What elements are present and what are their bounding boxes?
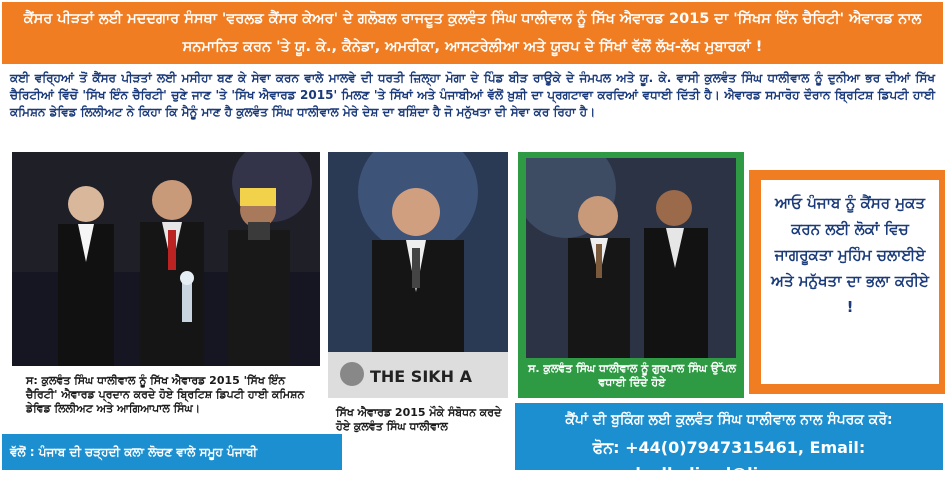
article-body: ਕਈ ਵਰ੍ਹਿਆਂ ਤੋਂ ਕੈਂਸਰ ਪੀੜਤਾਂ ਲਈ ਮਸੀਹਾ ਬਣ ਕੇ ਸੇਵਾ ਕਰਨ ਵਾਲੇ ਮਾਲਵੇ ਦੀ ਧਰਤੀ ਜ਼ਿਲ੍ਹਾ ਮੋਗਾ ਦੇ ਪਿੰਡ ਬੀੜ ਰਾਊਕੇ ਦੇ ਜੰਮਪਲ ਅਤੇ ਯੂ. ਕੇ. ਵਾਸੀ ਕੁਲਵੰਤ ਸਿੰਘ ਧਾਲੀਵਾਲ ਨੂੰ ਦੁਨੀਆ ਭਰ ਦੀਆਂ ਸਿੱਖ ਚੈਰਿਟੀਆਂ ਵਿੱਚੋਂ 'ਸਿੱਖ ਇੰਨ ਚੈਰਿਟੀ' ਚੁਣੇ ਜਾਣ 'ਤੇ 'ਸਿੱਖ ਐਵਾਰਡ 2015' ਮਿਲਣ 'ਤੇ ਸਿੱਖਾਂ ਅਤੇ ਪੰਜਾਬੀਆਂ ਵੱਲੋਂ ਖ਼ੁਸ਼ੀ ਦਾ ਪ੍ਰਗਟਾਵਾ ਕਰਦਿਆਂ ਵਧਾਈ ਦਿੱਤੀ ਹੈ। ਐਵਾਰਡ ਸਮਾਰੋਹ ਦੌਰਾਨ ਬ੍ਰਿਟਿਸ਼ ਡਿਪਟੀ ਹਾਈ ਕਮਿਸ਼ਨ ਡੇਵਿਡ ਲਿਲੀਅਟ ਨੇ ਕਿਹਾ ਕਿ ਮੈਨੂੰ ਮਾਣ ਹੈ ਕੁਲਵੰਤ ਸਿੰਘ ਧਾਲੀਵਾਲ ਮੇਰੇ ਦੇਸ਼ ਦਾ ਬਸ਼ਿੰਦਾ ਹੈ ਜੋ ਮਨੁੱਖਤਾ ਦੀ ਸੇਵਾ ਕਰ ਰਿਹਾ ਹੈ। (10, 71, 935, 119)
headline-banner (2, 2, 943, 64)
speech-caption: ਸਿੱਖ ਐਵਾਰਡ 2015 ਮੌਕੇ ਸੰਬੋਧਨ ਕਰਦੇ ਹੋਏ ਕੁਲਵੰਤ ਸਿੰਘ ਧਾਲੀਵਾਲ (336, 406, 502, 433)
award-presentation-image (12, 152, 320, 366)
contact-booking-line: ਕੈਂਪਾਂ ਦੀ ਬੁਕਿੰਗ ਲਈ ਕੁਲਵੰਤ ਸਿੰਘ ਧਾਲੀਵਾਲ ਨਾਲ ਸੰਪਰਕ ਕਰੋ: (565, 412, 893, 428)
speech-image (328, 152, 508, 398)
headline-text: ਕੈਂਸਰ ਪੀੜਤਾਂ ਲਈ ਮਦਦਗਾਰ ਸੰਸਥਾ 'ਵਰਲਡ ਕੈਂਸਰ ਕੇਅਰ' ਦੇ ਗਲੋਬਲ ਰਾਜਦੂਤ ਕੁਲਵੰਤ ਸਿੰਘ ਧਾਲੀਵਾਲ ਨੂੰ ਸਿੱਖ ਐਵਾਰਡ 2015 ਦਾ 'ਸਿੱਖਸ ਇੰਨ ਚੈਰਿਟੀ' ਐਵਾਰਡ ਨਾਲ ਸਨਮਾਨਿਤ ਕਰਨ 'ਤੇ ਯੂ. ਕੇ., ਕੈਨੇਡਾ, ਅਮਰੀਕਾ, ਆਸਟਰੇਲੀਆ ਅਤੇ ਯੂਰਪ ਦੇ ਸਿੱਖਾਂ ਵੱਲੋਂ ਲੱਖ-ਲੱਖ ਮੁਬਾਰਕਾਂ ! (23, 11, 922, 55)
congratulations-caption: ਸ. ਕੁਲਵੰਤ ਸਿੰਘ ਧਾਲੀਵਾਲ ਨੂੰ ਗੁਰਪਾਲ ਸਿੰਘ ਉੱਪਲ ਵਧਾਈ ਦਿੰਦੇ ਹੋਏ (528, 362, 736, 389)
footer-from-banner: ਵੱਲੋਂ : ਪੰਜਾਬ ਦੀ ਚੜ੍ਹਦੀ ਕਲਾ ਲੋਚਣ ਵਾਲੇ ਸਮੂਹ ਪੰਜਾਬੀ (2, 434, 342, 470)
congratulations-image (526, 158, 736, 358)
congratulations-photo (526, 158, 736, 358)
contact-details-line: ਫੋਨ: +44(0)7947315461, Email: ksdhaliwal@live.com (592, 438, 866, 483)
speech-photo (328, 152, 508, 398)
side-message-box: ਆਓ ਪੰਜਾਬ ਨੂੰ ਕੈਂਸਰ ਮੁਕਤ ਕਰਨ ਲਈ ਲੋਕਾਂ ਵਿਚ ਜਾਗਰੂਕਤਾ ਮੁਹਿੰਮ ਚਲਾਈਏ ਅਤੇ ਮਨੁੱਖਤਾ ਦਾ ਭਲਾ ਕਰੀਏ ! (758, 177, 942, 387)
award-presentation-photo (12, 152, 320, 366)
sikh-awards-sign: THE SIKH A (370, 367, 473, 386)
contact-box (515, 403, 943, 483)
award-presentation-caption: ਸ: ਕੁਲਵੰਤ ਸਿੰਘ ਧਾਲੀਵਾਲ ਨੂੰ ਸਿੱਖ ਐਵਾਰਡ 2015 'ਸਿੱਖ ਇੰਨ ਚੈਰਿਟੀ' ਐਵਾਰਡ ਪ੍ਰਦਾਨ ਕਰਦੇ ਹੋਏ ਬ੍ਰਿਟਿਸ਼ ਡਿਪਟੀ ਹਾਈ ਕਮਿਸ਼ਨ ਡੇਵਿਡ ਲਿਲੀਅਟ ਅਤੇ ਆਗਿਆਪਾਲ ਸਿੰਘ। (26, 374, 305, 415)
